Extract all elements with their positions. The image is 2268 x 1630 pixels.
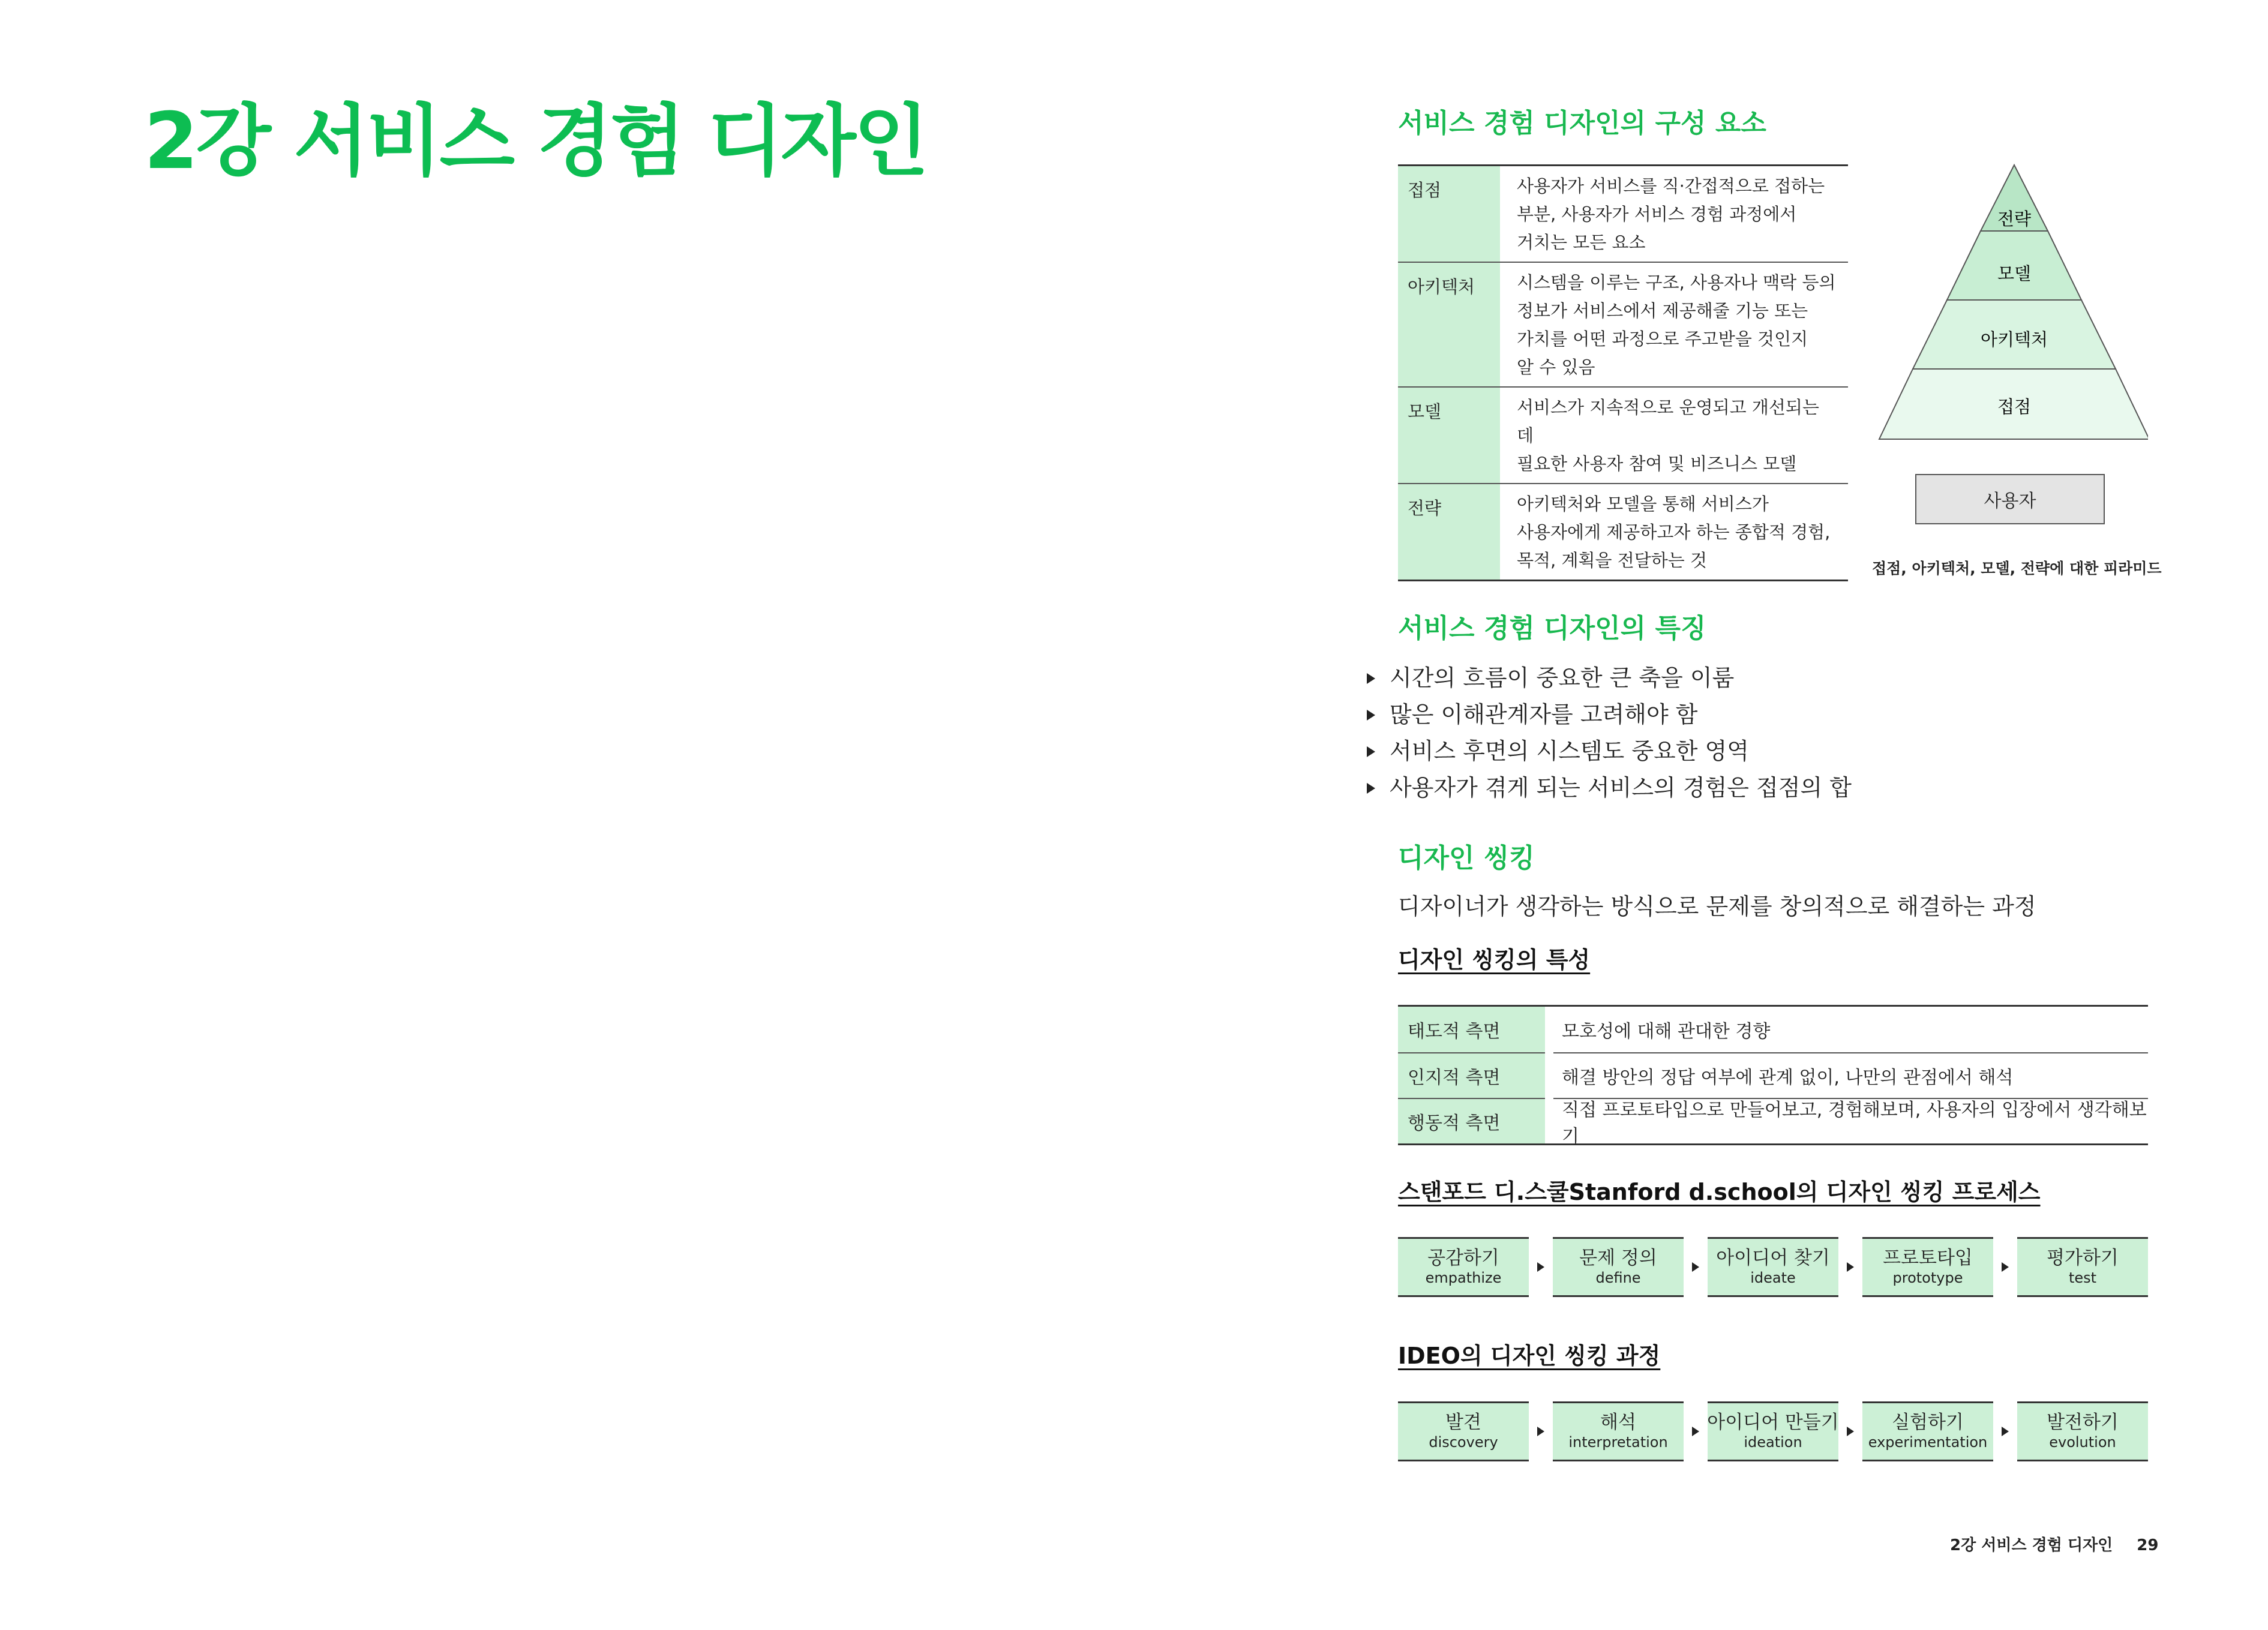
table-row: [1398, 1007, 2148, 1052]
desc-line: 정보가 서비스에서 제공해줄 기능 또는: [1517, 301, 1808, 321]
process-step: [2017, 1401, 2148, 1461]
pyramid-label: 전략: [1997, 209, 2032, 229]
step-label-ko: 문제 정의: [1579, 1247, 1657, 1269]
step-label-ko: 발전하기: [2047, 1412, 2119, 1433]
process-step: [1553, 1401, 1684, 1461]
component-key: 모델: [1398, 388, 1500, 483]
step-label-en: empathize: [1425, 1269, 1502, 1286]
list-item-text: 시간의 흐름이 중요한 큰 축을 이룸: [1390, 665, 1735, 691]
characteristic-value: 해결 방안의 정답 여부에 관계 없이, 나만의 관점에서 해석: [1553, 1052, 2148, 1098]
pyramid-label: 아키텍처: [1980, 329, 2048, 350]
arrow-right-icon: [1529, 1262, 1553, 1272]
ideo-process-heading: IDEO의 디자인 씽킹 과정: [1398, 1343, 1661, 1369]
page-footer: [1950, 1533, 2158, 1555]
list-item: [1367, 770, 1852, 806]
page-number: 29: [2137, 1536, 2159, 1554]
components-row: [1398, 262, 1848, 386]
arrow-right-icon: [1838, 1427, 1862, 1436]
step-label-ko: 평가하기: [2047, 1247, 2119, 1269]
desc-line: 목적, 계획을 전달하는 것: [1517, 550, 1708, 571]
step-label-ko: 공감하기: [1427, 1247, 1499, 1269]
component-desc: [1508, 484, 1848, 580]
desc-line: 아키텍처와 모델을 통해 서비스가: [1517, 494, 1769, 514]
step-label-ko: 발견: [1445, 1412, 1481, 1433]
process-step: [1398, 1401, 1529, 1461]
process-step: [1708, 1237, 1838, 1297]
step-label-en: discovery: [1429, 1434, 1498, 1451]
process-step: [1708, 1401, 1838, 1461]
components-heading: 서비스 경험 디자인의 구성 요소: [1398, 108, 1766, 139]
characteristics-table: [1398, 1005, 2148, 1145]
step-label-en: interpretation: [1568, 1434, 1668, 1451]
desc-line: 필요한 사용자 참여 및 비즈니스 모델: [1517, 454, 1797, 474]
component-desc: [1508, 166, 1848, 262]
component-desc: [1508, 388, 1848, 483]
list-item: [1367, 733, 1852, 770]
footer-chapter: 2강 서비스 경험 디자인: [1950, 1536, 2113, 1554]
step-label-ko: 실험하기: [1892, 1412, 1964, 1433]
pyramid-diagram: [1872, 162, 2148, 450]
arrow-right-icon: [1529, 1427, 1553, 1436]
list-item: [1367, 660, 1852, 697]
list-item-text: 많은 이해관계자를 고려해야 함: [1390, 701, 1698, 728]
chapter-title: 2강 서비스 경험 디자인: [144, 95, 927, 187]
step-label-en: evolution: [2049, 1434, 2116, 1451]
step-label-en: experimentation: [1868, 1434, 1988, 1451]
features-list: [1367, 660, 1852, 806]
step-label-ko: 아이디어 찾기: [1716, 1247, 1830, 1269]
arrow-right-icon: [1838, 1262, 1862, 1272]
process-step: [1553, 1237, 1684, 1297]
pyramid-caption: 접점, 아키텍처, 모델, 전략에 대한 피라미드: [1872, 560, 2162, 577]
step-label-en: define: [1595, 1269, 1641, 1286]
component-key: 아키텍처: [1398, 263, 1500, 386]
arrow-right-icon: [1993, 1262, 2017, 1272]
bullet-triangle-icon: [1367, 673, 1375, 684]
design-thinking-definition: 디자이너가 생각하는 방식으로 문제를 창의적으로 해결하는 과정: [1398, 893, 2036, 920]
pyramid-base-user: 사용자: [1915, 474, 2105, 524]
components-row: [1398, 483, 1848, 580]
desc-line: 알 수 있음: [1517, 357, 1595, 377]
stanford-process-heading: 스탠포드 디.스쿨Stanford d.school의 디자인 씽킹 프로세스: [1398, 1179, 2041, 1205]
features-heading: 서비스 경험 디자인의 특징: [1398, 613, 1706, 644]
ideo-process-flow: [1398, 1401, 2148, 1461]
process-step: [1398, 1237, 1529, 1297]
step-label-ko: 프로토타입: [1883, 1247, 1973, 1269]
process-step: [1862, 1401, 1993, 1461]
step-label-en: prototype: [1892, 1269, 1963, 1286]
step-label-en: ideate: [1750, 1269, 1796, 1286]
characteristic-key: 태도적 측면: [1398, 1007, 1545, 1052]
characteristic-key: 인지적 측면: [1398, 1052, 1545, 1098]
list-item-text: 서비스 후면의 시스템도 중요한 영역: [1390, 738, 1749, 764]
design-thinking-heading: 디자인 씽킹: [1398, 843, 1535, 873]
characteristic-value: 직접 프로토타입으로 만들어보고, 경험해보며, 사용자의 입장에서 생각해보기: [1553, 1098, 2148, 1143]
bullet-triangle-icon: [1367, 746, 1375, 757]
component-key: 접점: [1398, 166, 1500, 262]
table-row: [1398, 1052, 2148, 1098]
list-item: [1367, 697, 1852, 733]
desc-line: 사용자에게 제공하고자 하는 종합적 경험,: [1517, 522, 1831, 542]
characteristic-value: 모호성에 대해 관대한 경향: [1562, 1021, 1771, 1042]
process-step: [1862, 1237, 1993, 1297]
component-desc: [1508, 263, 1848, 386]
pyramid-label: 모델: [1997, 263, 2032, 284]
process-step: [2017, 1237, 2148, 1297]
step-label-en: ideation: [1744, 1434, 1802, 1451]
arrow-right-icon: [1993, 1427, 2017, 1436]
step-label-ko: 해석: [1600, 1412, 1636, 1433]
bullet-triangle-icon: [1367, 710, 1375, 721]
stanford-process-flow: [1398, 1237, 2148, 1297]
step-label-ko: 아이디어 만들기: [1707, 1412, 1839, 1433]
arrow-right-icon: [1684, 1427, 1708, 1436]
bullet-triangle-icon: [1367, 783, 1375, 794]
desc-line: 가치를 어떤 과정으로 주고받을 것인지: [1517, 329, 1808, 349]
desc-line: 사용자가 서비스를 직·간접적으로 접하는: [1517, 176, 1825, 196]
design-thinking-characteristics-heading: 디자인 씽킹의 특성: [1398, 947, 1591, 973]
components-row: [1398, 166, 1848, 262]
arrow-right-icon: [1684, 1262, 1708, 1272]
list-item-text: 사용자가 겪게 되는 서비스의 경험은 접점의 합: [1390, 775, 1852, 801]
step-label-en: test: [2068, 1269, 2097, 1286]
desc-line: 서비스가 지속적으로 운영되고 개선되는 데: [1517, 397, 1819, 446]
components-row: [1398, 386, 1848, 483]
pyramid-label: 접점: [1997, 397, 2032, 417]
component-key: 전략: [1398, 484, 1500, 580]
characteristic-key: 행동적 측면: [1398, 1098, 1545, 1143]
desc-line: 거치는 모든 요소: [1517, 232, 1646, 253]
desc-line: 시스템을 이루는 구조, 사용자나 맥락 등의: [1517, 272, 1836, 293]
components-table: [1398, 164, 1848, 581]
table-row: [1398, 1098, 2148, 1147]
desc-line: 부분, 사용자가 서비스 경험 과정에서: [1517, 204, 1797, 224]
